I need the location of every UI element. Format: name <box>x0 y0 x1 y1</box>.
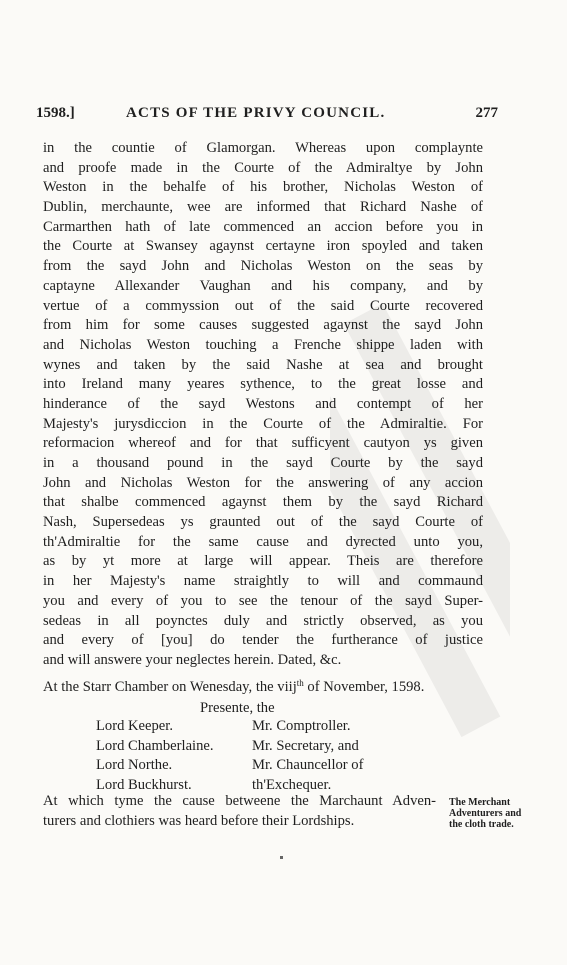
letter-line: you and every of you to see the tenour of the sayd Super- <box>43 592 483 609</box>
margin-note-line: The Merchant <box>449 797 511 808</box>
letter-line: from him for some causes suggested agaynst the sayd John <box>43 317 483 334</box>
letter-line: and will answere your neglectes herein. Dated, &c. <box>43 651 342 668</box>
letter-line: in her Majesty's name straightly to will and commaund <box>43 573 483 590</box>
council-meeting-heading <box>43 679 424 696</box>
margin-note <box>449 797 549 830</box>
letter-line: the Courte at Swansey agaynst certayne iron spoyled and taken <box>43 238 483 255</box>
heading-text: At the Starr Chamber on Wenesday, the viij <box>43 679 297 695</box>
letter-body <box>43 139 483 671</box>
margin-note-line: the cloth trade. <box>449 819 514 830</box>
entry-line: At which tyme the cause betweene the Marchaunt Adven- <box>43 793 436 809</box>
entry-line: turers and clothiers was heard before their Lordships. <box>43 812 355 829</box>
letter-line: that shalbe commenced agaynst them by the sayd Richard <box>43 494 483 511</box>
letter-line: vertue of a commyssion out of the said Courte recovered <box>43 297 483 314</box>
heading-date: of November, 1598. <box>303 679 425 695</box>
letter-line: sedeas in all poynctes duly and strictly observed, as you <box>43 612 483 629</box>
letter-line: as by yt more at large will appear. Theis are therefore <box>43 553 483 570</box>
page-dot <box>280 856 283 859</box>
attendee-right: Mr. Secretary, and <box>252 737 359 754</box>
letter-line: wynes and taken by the said Nashe at sea and brought <box>43 356 483 373</box>
attendee-row <box>96 756 396 776</box>
attendee-row <box>96 717 396 737</box>
letter-line: Carmarthen hath of late commenced an accion before you in <box>43 218 483 235</box>
letter-line: Weston in the behalfe of his brother, Nicholas Weston of <box>43 179 483 196</box>
attendee-row <box>96 737 396 757</box>
entry-body <box>43 792 436 831</box>
letter-line: th'Admiraltie for the same cause and dyrected unto you, <box>43 533 483 550</box>
heading-ordinal-suffix: th <box>296 678 304 688</box>
header-title: ACTS OF THE PRIVY COUNCIL. <box>126 105 386 121</box>
attendee-right: th'Exchequer. <box>252 777 332 794</box>
page-number: 277 <box>475 105 498 121</box>
letter-line: into Ireland many yeares sythence, to the great losse and <box>43 376 483 393</box>
attendee-left: Lord Chamberlaine. <box>96 737 214 754</box>
attendee-right: Mr. Chauncellor of <box>252 757 364 774</box>
page-header <box>36 105 498 125</box>
letter-line: and proofe made in the Courte of the Admiraltye by John <box>43 159 483 176</box>
attendees-list <box>96 717 396 796</box>
letter-line: and every of [you] do tender the furtherance of justice <box>43 632 483 649</box>
letter-line: in the countie of Glamorgan. Whereas upon complaynte <box>43 140 483 156</box>
letter-line: Majesty's jurysdiccion in the Courte of the Admiraltie. For <box>43 415 483 432</box>
letter-line: hinderance of the sayd Westons and contempt of her <box>43 395 483 412</box>
letter-line: from the sayd John and Nicholas Weston on the seas by <box>43 258 483 275</box>
attendee-left: Lord Northe. <box>96 757 173 774</box>
attendee-left: Lord Keeper. <box>96 718 173 734</box>
header-year: 1598.] <box>36 105 75 121</box>
letter-line: reformacion whereof and for that sufficyent cautyon ys given <box>43 435 483 452</box>
presente-label: Presente, the <box>200 700 275 716</box>
margin-note-line: Adventurers and <box>449 808 522 819</box>
letter-line: in a thousand pound in the sayd Courte by the sayd <box>43 455 483 471</box>
letter-line: Nash, Supersedeas ys graunted out of the sayd Courte of <box>43 514 483 531</box>
letter-line: Dublin, merchaunte, wee are informed that Richard Nashe of <box>43 199 483 216</box>
attendee-right: Mr. Comptroller. <box>252 718 351 734</box>
attendee-left: Lord Buckhurst. <box>96 777 192 794</box>
letter-line: and Nicholas Weston touching a Frenche shippe laden with <box>43 336 483 353</box>
letter-line: John and Nicholas Weston for the answering of any accion <box>43 474 483 491</box>
letter-line: captayne Allexander Vaughan and his company, and by <box>43 277 483 294</box>
